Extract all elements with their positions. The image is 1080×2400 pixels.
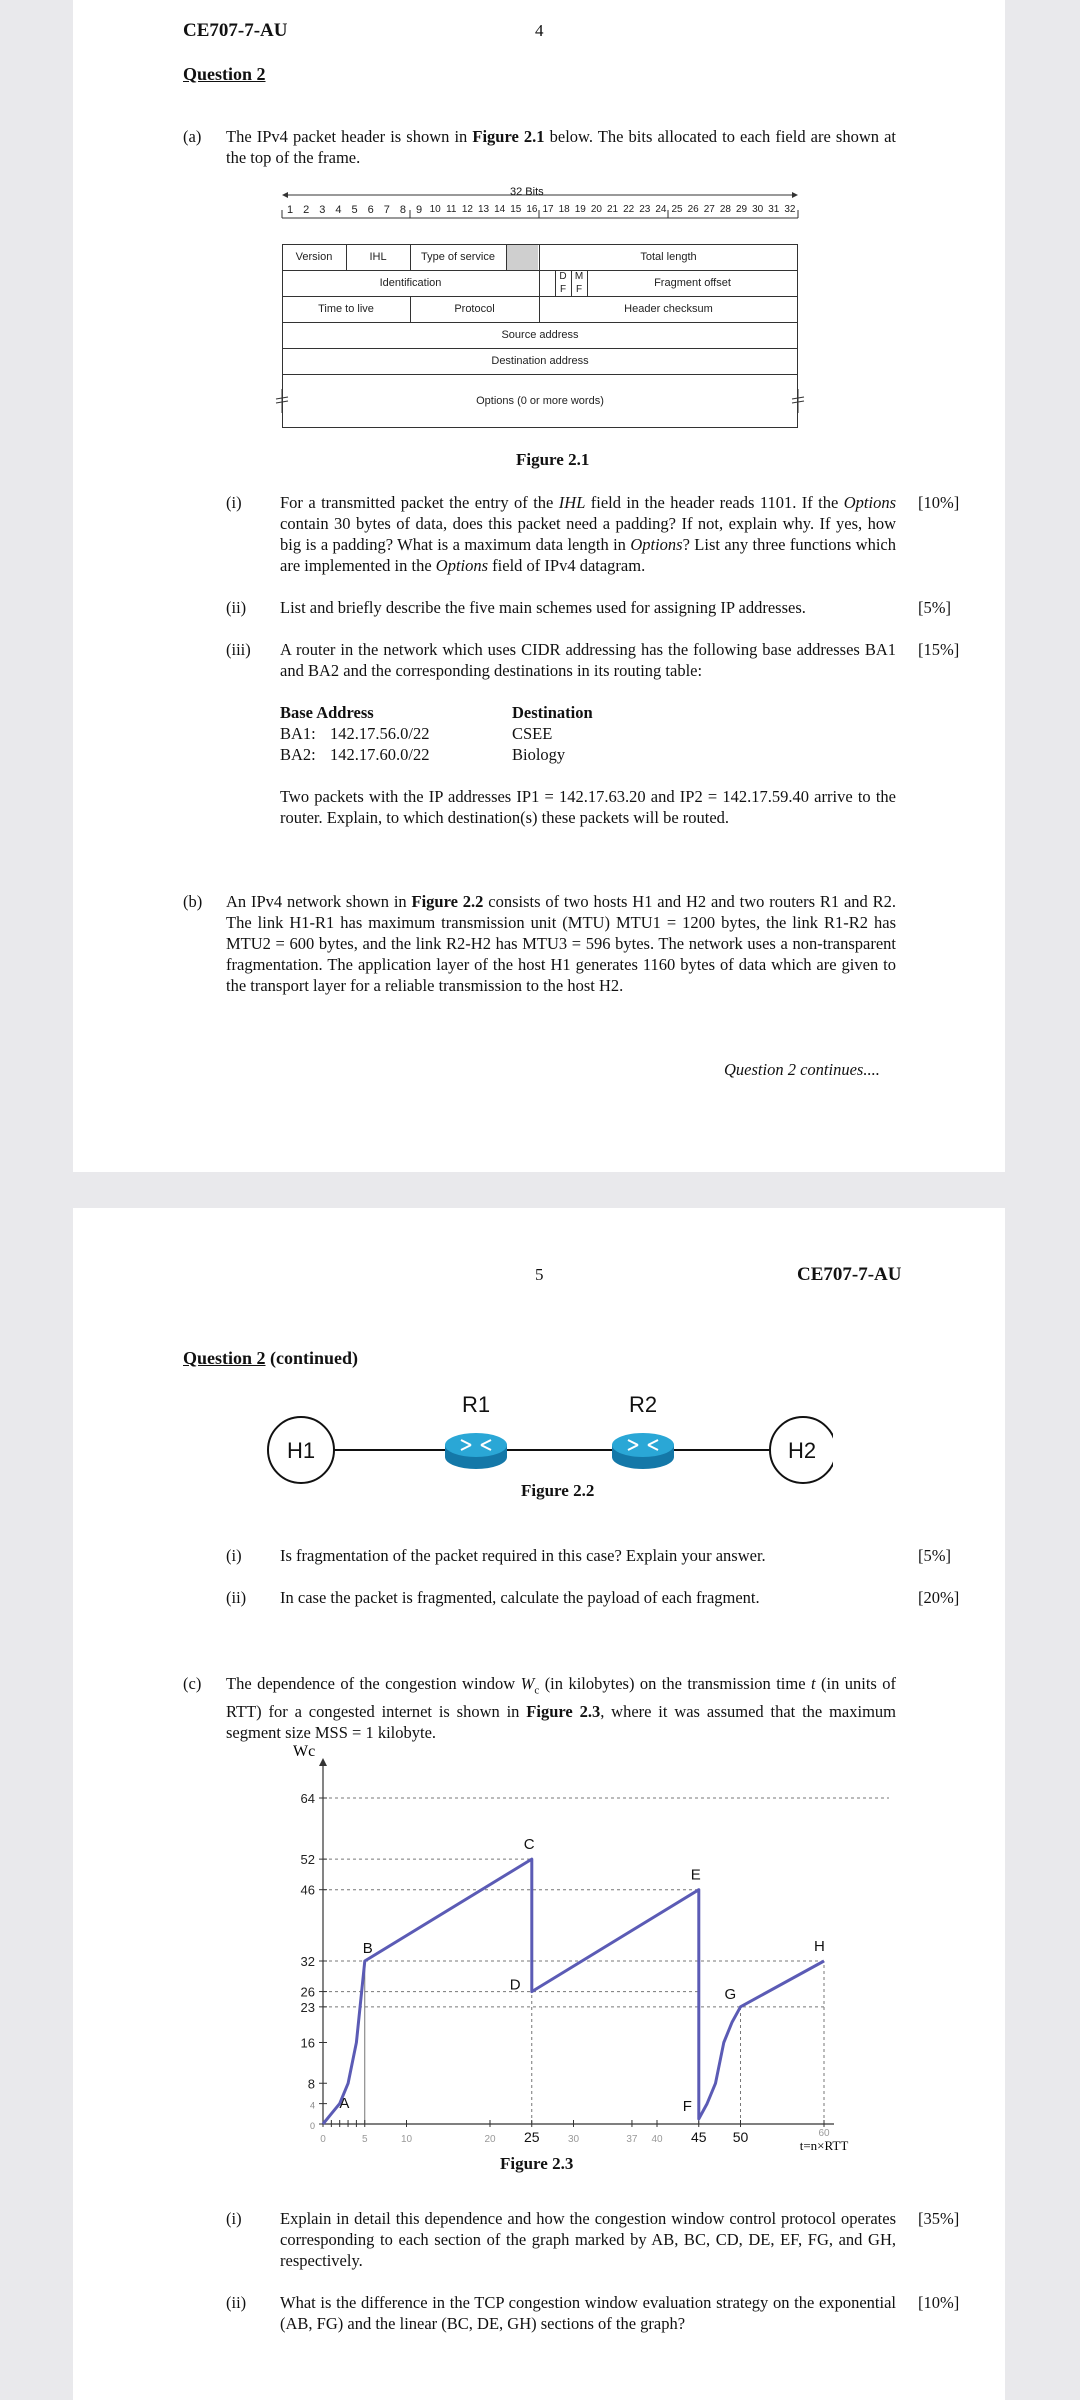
table-header-destination: Destination <box>512 703 593 722</box>
x-tick-label: 0 <box>320 2134 326 2145</box>
course-code: CE707-7-AU <box>183 20 288 41</box>
x-tick-label: 40 <box>651 2134 663 2145</box>
x-tick-label: 10 <box>400 2134 413 2145</box>
bit-number: 17 <box>542 204 554 215</box>
b-i-text: Is fragmentation of the packet required in this case? Explain your answer. <box>280 1546 766 1565</box>
c-i-mark: [35%] <box>918 2209 960 2228</box>
c-ii-mark: [10%] <box>918 2293 960 2312</box>
ipv4-header-figure <box>280 184 800 432</box>
field-ihl: IHL <box>369 251 387 263</box>
y-tick-label: 26 <box>300 1984 315 2000</box>
sub-iii-text: A router in the network which uses CIDR addressing has the following base addresses BA1 and BA2 and the corresponding destinations in its routing table: <box>280 640 896 680</box>
c-ii-label: (ii) <box>226 2293 247 2312</box>
y-tick-label: 46 <box>300 1882 315 1898</box>
point-label-g: G <box>724 1985 737 2003</box>
table-row-1-address: 142.17.56.0/22 <box>330 724 430 743</box>
bit-number: 9 <box>416 204 423 216</box>
x-tick-label: 37 <box>626 2134 638 2145</box>
y-tick-label: 64 <box>300 1791 315 1806</box>
page-number-2: 5 <box>535 1265 544 1284</box>
bit-number: 27 <box>703 204 715 215</box>
bit-number: 32 <box>784 204 796 215</box>
y-tick-label: 16 <box>300 2035 315 2051</box>
x-tick-label: 50 <box>732 2129 749 2145</box>
x-tick-label: 5 <box>361 2134 368 2145</box>
congestion-window-chart <box>153 1736 953 2156</box>
part-b-text: An IPv4 network shown in Figure 2.2 consists of two hosts H1 and H2 and two routers R1 and R2. The link H1-R1 has maximum transmission unit (MTU) MTU1 = 1200 bytes, the link R1-R2 has MTU2 = 600 bytes, and the link R2-H2 has MTU3 = 596 bytes. The network uses a non-transparent fragmentation. The application layer of the host H1 generates 1160 bytes of data which are given to the transport layer for a reliable transmission to the host H2. <box>226 892 896 995</box>
b-i-mark: [5%] <box>918 1546 951 1565</box>
y-axis-label: Wc <box>293 1743 316 1760</box>
x-tick-label: 20 <box>484 2134 496 2145</box>
x-tick-label: 45 <box>690 2129 707 2145</box>
table-row-1-destination: CSEE <box>512 724 553 743</box>
sub-ii-label: (ii) <box>226 598 247 617</box>
bit-number: 5 <box>351 204 358 216</box>
bit-number: 30 <box>752 204 764 215</box>
part-b-label: (b) <box>183 892 203 911</box>
b-ii-text: In case the packet is fragmented, calculate the payload of each fragment. <box>280 1588 760 1607</box>
table-row-2-address: 142.17.60.0/22 <box>330 745 430 764</box>
field-header-checksum: Header checksum <box>624 303 713 315</box>
y-tick-label: 4 <box>309 2100 315 2111</box>
sub-ii-text: List and briefly describe the five main schemes used for assigning IP addresses. <box>280 598 806 617</box>
c-ii-text: What is the difference in the TCP congestion window evaluation strategy on the exponential (AB, FG) and the linear (BC, DE, GH) sections of the graph? <box>280 2293 896 2333</box>
part-c-text: The dependence of the congestion window $W_c$ (in kilobytes) on the transmission time t (in units of RTT) for a congested internet is shown in Figure 2.3, where it was assumed that the maximum segment size MSS = 1 kilobyte. <box>226 1674 896 1743</box>
bit-number: 24 <box>655 204 667 215</box>
part-a-intro: The IPv4 packet header is shown in Figure 2.1 below. The bits allocated to each field are shown at the top of the frame. <box>226 127 896 167</box>
question-title: Question 2 <box>183 64 266 84</box>
node-h2: H2 <box>787 1438 817 1463</box>
bit-number: 26 <box>687 204 699 215</box>
field-m-f: F <box>575 284 583 295</box>
b-i-label: (i) <box>226 1546 242 1565</box>
bit-number: 8 <box>399 204 406 216</box>
x-tick-label: 60 <box>818 2128 830 2139</box>
part-c-label: (c) <box>183 1674 202 1693</box>
break-mark-right <box>790 389 806 413</box>
field-version: Version <box>295 251 333 263</box>
sub-i-text: For a transmitted packet the entry of the IHL field in the header reads 1101. If the Options contain 30 bytes of data, does this packet need a padding? If not, explain why. If yes, how big is a padding? What is a maximum data length in Options? List any three functions which are implemented in the Options field of IPv4 datagram. <box>280 493 896 575</box>
field-fragment-offset: Fragment offset <box>654 277 731 289</box>
bit-number: 6 <box>367 204 374 216</box>
question-continues: Question 2 continues.... <box>724 1060 880 1079</box>
x-axis-label: t=n×RTT <box>799 2138 849 2153</box>
part-a-label: (a) <box>183 127 202 146</box>
unused-bits-cell <box>507 245 538 270</box>
bit-number: 10 <box>429 204 441 215</box>
page-4 <box>73 0 1005 1172</box>
y-tick-label: 0 <box>309 2121 315 2131</box>
sub-i-label: (i) <box>226 493 242 512</box>
figure-2-1-caption: Figure 2.1 <box>516 450 590 469</box>
node-r2: R2 <box>629 1392 658 1417</box>
bit-number: 31 <box>768 204 780 215</box>
bit-number: 11 <box>446 204 457 215</box>
point-label-h: H <box>814 1938 825 1955</box>
bit-number: 2 <box>303 204 310 216</box>
bit-number: 23 <box>639 204 651 215</box>
bit-number: 19 <box>574 204 586 215</box>
table-header-address: Base Address <box>280 703 374 722</box>
sub-iii-text-2: Two packets with the IP addresses IP1 = 142.17.63.20 and IP2 = 142.17.59.40 arrive to the router. Explain, to which destination(s) these packets will be routed. <box>280 787 896 827</box>
bit-number: 28 <box>719 204 731 215</box>
bit-number: 18 <box>558 204 570 215</box>
figure-2-2-caption: Figure 2.2 <box>521 1481 595 1500</box>
field-destination-address: Destination address <box>491 355 589 367</box>
bits-label: 32 Bits <box>510 186 544 198</box>
point-label-e: E <box>690 1866 701 1884</box>
table-row-2-destination: Biology <box>512 745 566 764</box>
bit-number: 7 <box>383 204 390 216</box>
sub-iii-label: (iii) <box>226 640 251 659</box>
bit-number: 16 <box>526 204 538 215</box>
bit-number: 12 <box>461 204 473 215</box>
point-label-f: F <box>682 2097 692 2115</box>
break-mark-left <box>274 389 290 413</box>
y-axis-arrow <box>319 1758 327 1766</box>
table-row-1-name: BA1: <box>280 724 316 743</box>
table-row-2-name: BA2: <box>280 745 316 764</box>
field-d: D <box>559 271 567 282</box>
sub-ii-mark: [5%] <box>918 598 951 617</box>
field-type-of-service: Type of service <box>421 251 495 263</box>
node-h1: H1 <box>286 1438 316 1463</box>
bit-number: 4 <box>335 204 342 216</box>
y-tick-label: 23 <box>300 1999 315 2015</box>
sub-i-mark: [10%] <box>918 493 960 512</box>
bit-number: 22 <box>623 204 635 215</box>
x-tick-label: 30 <box>567 2134 580 2145</box>
point-label-c: C <box>523 1836 535 1854</box>
question-title-2: Question 2 (continued) <box>183 1348 359 1368</box>
bit-number: 15 <box>510 204 522 215</box>
field-d-f: F <box>559 284 567 295</box>
x-tick-label: 25 <box>523 2129 540 2145</box>
field-options: Options (0 or more words) <box>476 395 604 407</box>
page-number: 4 <box>535 21 544 40</box>
c-i-label: (i) <box>226 2209 242 2228</box>
field-protocol: Protocol <box>454 303 495 315</box>
bit-number: 29 <box>736 204 748 215</box>
y-tick-label: 32 <box>300 1954 315 1969</box>
bit-number: 25 <box>671 204 683 215</box>
c-i-text: Explain in detail this dependence and how the congestion window control protocol operates corresponding to each section of the graph marked by AB, BC, CD, DE, EF, FG, and GH, respectively. <box>280 2209 896 2270</box>
field-m: M <box>574 271 584 282</box>
course-code-2: CE707-7-AU <box>797 1264 902 1285</box>
bit-number: 20 <box>590 204 602 215</box>
field-source-address: Source address <box>501 329 579 341</box>
page-5 <box>73 1208 1005 2400</box>
bit-number: 13 <box>478 204 490 215</box>
sub-iii-mark: [15%] <box>918 640 960 659</box>
y-tick-label: 52 <box>300 1852 315 1868</box>
router-r1-icon <box>445 1433 507 1469</box>
bit-number: 14 <box>494 204 506 215</box>
node-r1: R1 <box>462 1392 491 1417</box>
field-identification: Identification <box>379 277 442 289</box>
point-label-a: A <box>339 2094 350 2112</box>
b-ii-label: (ii) <box>226 1588 247 1607</box>
bit-number: 3 <box>319 204 326 216</box>
router-r2-icon <box>612 1433 674 1469</box>
bit-number: 1 <box>287 204 294 216</box>
field-total-length: Total length <box>640 251 697 263</box>
bit-number: 21 <box>607 204 619 215</box>
field-time-to-live: Time to live <box>318 303 374 315</box>
point-label-d: D <box>509 1976 521 1994</box>
congestion-window-curve <box>323 1859 824 2124</box>
y-tick-label: 8 <box>307 2076 315 2092</box>
b-ii-mark: [20%] <box>918 1588 960 1607</box>
figure-2-3-caption: Figure 2.3 <box>500 2154 574 2173</box>
point-label-b: B <box>362 1940 373 1957</box>
